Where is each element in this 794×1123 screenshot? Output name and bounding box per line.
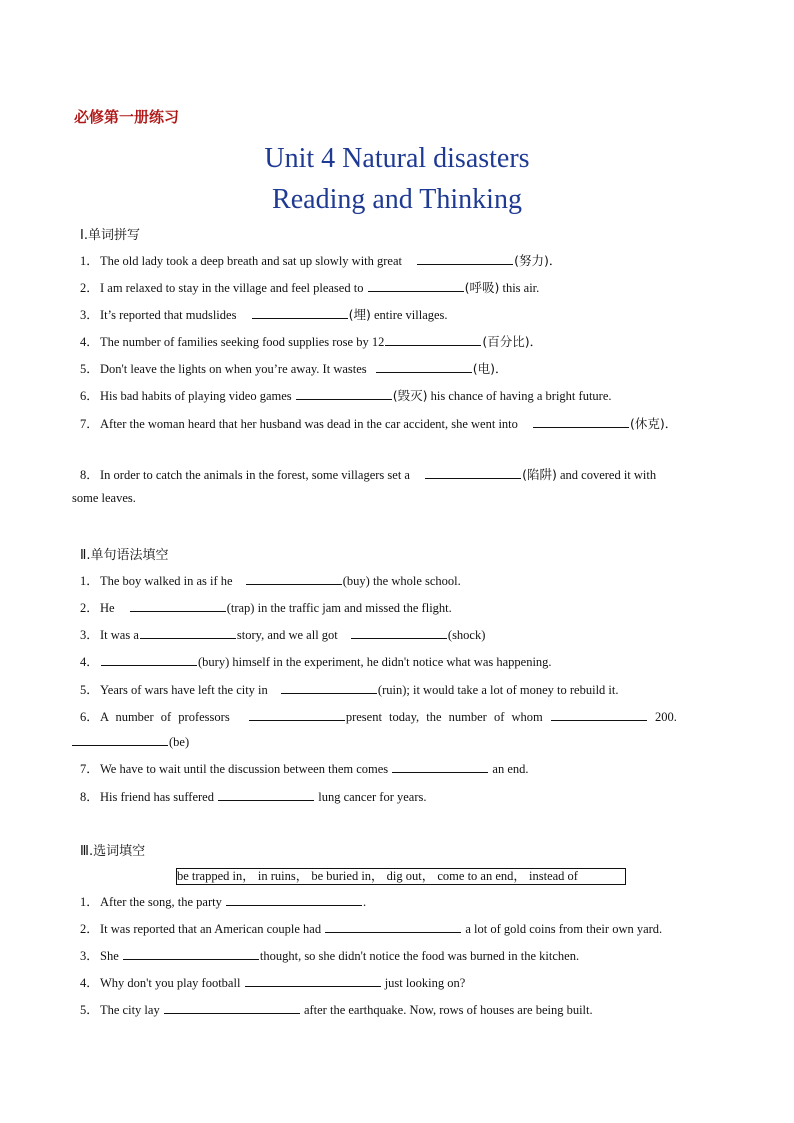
item-text: Don't leave the lights on when you’re away. It wastes (100, 362, 367, 376)
s2-item-6 (80, 707, 677, 725)
s1-item-8 (80, 465, 656, 483)
item-text: In order to catch the animals in the forest, some villagers set a (100, 468, 410, 482)
item-hint: (ruin); (377, 683, 410, 697)
item-hint: (shock) (447, 628, 486, 642)
s1-item-6 (80, 386, 612, 404)
item-hint: (休克)． (630, 416, 678, 431)
item-number: 4． (80, 976, 99, 990)
s1-item-5 (80, 359, 508, 377)
item-hint: (trap) (226, 601, 255, 615)
item-number: 4． (80, 335, 99, 349)
s3-item-5 (80, 1000, 593, 1018)
s2-item-5 (80, 680, 619, 698)
s2-item-3 (80, 625, 485, 643)
item-text: His friend has suffered (100, 790, 214, 804)
item-text-after: the whole school. (372, 574, 461, 588)
s1-item-3 (80, 305, 448, 323)
s1-item-2 (80, 278, 539, 296)
s2-item-8 (80, 787, 427, 805)
item-text-after: lung cancer for years. (318, 790, 427, 804)
answer-blank[interactable] (249, 708, 345, 721)
answer-blank[interactable] (246, 572, 342, 585)
item-number: 4． (80, 655, 99, 669)
item-text: We have to wait until the discussion between them comes (100, 762, 389, 776)
answer-blank[interactable] (368, 279, 464, 292)
s2-item-6-cont (72, 733, 189, 750)
item-text-end: 200. (655, 710, 677, 724)
answer-blank[interactable] (296, 387, 392, 400)
answer-blank[interactable] (72, 733, 168, 746)
item-text-after: it would take a lot of money to rebuild it. (412, 683, 619, 697)
item-number: 1． (80, 254, 99, 268)
answer-blank[interactable] (140, 626, 236, 639)
answer-blank[interactable] (252, 306, 348, 319)
s3-item-4 (80, 973, 465, 991)
unit-title: Unit 4 Natural disasters (264, 143, 530, 174)
item-text-mid: present today, the number of whom (345, 710, 543, 724)
s1-item-8-cont: some leaves. (72, 491, 136, 505)
item-number: 8． (80, 790, 99, 804)
answer-blank[interactable] (281, 681, 377, 694)
item-hint: (陷阱) (522, 467, 557, 482)
item-text-after: this air. (502, 281, 540, 295)
item-number: 2． (80, 601, 99, 615)
item-number: 6． (80, 710, 99, 724)
s2-item-7 (80, 759, 529, 777)
s2-item-2 (80, 598, 452, 616)
item-text-after: himself in the experiment, he didn't notice what was happening. (232, 655, 552, 669)
item-number: 1． (80, 895, 99, 909)
item-text: The number of families seeking food supplies rose by 12 (100, 335, 385, 349)
item-text-after: a lot of gold coins from their own yard. (465, 922, 663, 936)
item-text: It was reported that an American couple had (100, 922, 322, 936)
s1-item-4 (80, 332, 542, 350)
item-number: 8． (80, 468, 99, 482)
item-text: He (100, 601, 115, 615)
item-text-after: his chance of having a bright future. (430, 389, 612, 403)
item-text-mid: story, and we all got (236, 628, 338, 642)
item-hint: (埋) (348, 307, 371, 322)
item-number: 3． (80, 628, 99, 642)
s1-item-1 (80, 251, 561, 269)
lesson-title: Reading and Thinking (272, 184, 522, 215)
item-text: She (100, 949, 119, 963)
answer-blank[interactable] (417, 252, 513, 265)
item-number: 2． (80, 922, 99, 936)
s2-item-4 (80, 652, 552, 670)
s2-item-1 (80, 571, 461, 589)
answer-blank[interactable] (226, 893, 362, 906)
item-number: 5． (80, 683, 99, 697)
answer-blank[interactable] (533, 415, 629, 428)
answer-blank[interactable] (130, 599, 226, 612)
item-text: Why don't you play football (100, 976, 241, 990)
item-text: A number of professors (100, 710, 230, 724)
answer-blank[interactable] (101, 653, 197, 666)
item-text-after: after the earthquake. Now, rows of houses are being built. (303, 1003, 593, 1017)
item-text-after: just looking on? (384, 976, 466, 990)
word-bank: be trapped in， in ruins， be buried in， dig out， come to an end， instead of (176, 868, 626, 885)
answer-blank[interactable] (551, 708, 647, 721)
item-text-after: an end. (492, 762, 529, 776)
item-hint: (毁灭) (392, 388, 428, 403)
item-number: 1． (80, 574, 99, 588)
item-number: 3． (80, 949, 99, 963)
s3-item-1 (80, 892, 366, 910)
item-hint: (be) (169, 735, 190, 749)
item-number: 3． (80, 308, 99, 322)
item-text: I am relaxed to stay in the village and feel pleased to (100, 281, 364, 295)
item-text-after: . (362, 895, 367, 909)
item-text: His bad habits of playing video games (100, 389, 292, 403)
answer-blank[interactable] (325, 920, 461, 933)
answer-blank[interactable] (164, 1001, 300, 1014)
item-number: 7． (80, 762, 99, 776)
item-text: The old lady took a deep breath and sat up slowly with great (100, 254, 403, 268)
item-number: 7． (80, 417, 99, 431)
answer-blank[interactable] (245, 974, 381, 987)
section3-heading: Ⅲ.选词填空 (80, 844, 146, 859)
item-text-after: entire villages. (373, 308, 448, 322)
item-hint: (buy) (342, 574, 370, 588)
answer-blank[interactable] (123, 947, 259, 960)
item-text-after: in the traffic jam and missed the flight. (257, 601, 452, 615)
item-number: 2． (80, 281, 99, 295)
header-tag: 必修第一册练习 (74, 108, 180, 126)
answer-blank[interactable] (218, 788, 314, 801)
item-text: The boy walked in as if he (100, 574, 233, 588)
item-hint: (呼吸) (464, 280, 500, 295)
s3-item-2 (80, 919, 662, 937)
item-hint: (努力)． (514, 253, 562, 268)
answer-blank[interactable] (351, 626, 447, 639)
item-text: The city lay (100, 1003, 160, 1017)
item-number: 5． (80, 1003, 99, 1017)
item-hint: (电)． (472, 361, 508, 376)
item-text: After the song, the party (100, 895, 222, 909)
item-number: 5． (80, 362, 99, 376)
item-text-after: and covered it with (559, 468, 657, 482)
item-hint: (bury) (198, 655, 230, 669)
answer-blank[interactable] (376, 360, 472, 373)
section2-heading: Ⅱ.单句语法填空 (80, 548, 169, 563)
s3-item-3 (80, 946, 579, 964)
s1-item-7 (80, 414, 677, 432)
item-number: 6． (80, 389, 99, 403)
answer-blank[interactable] (392, 760, 488, 773)
item-text: It’s reported that mudslides (100, 308, 237, 322)
answer-blank[interactable] (385, 333, 481, 346)
item-text-after: thought, so she didn't notice the food was burned in the kitchen. (259, 949, 580, 963)
item-text: After the woman heard that her husband was dead in the car accident, she went into (100, 417, 518, 431)
item-hint: (百分比)． (482, 334, 543, 349)
item-text: It was a (100, 628, 139, 642)
item-text: Years of wars have left the city in (100, 683, 268, 697)
section1-heading: Ⅰ.单词拼写 (80, 228, 140, 243)
answer-blank[interactable] (425, 466, 521, 479)
